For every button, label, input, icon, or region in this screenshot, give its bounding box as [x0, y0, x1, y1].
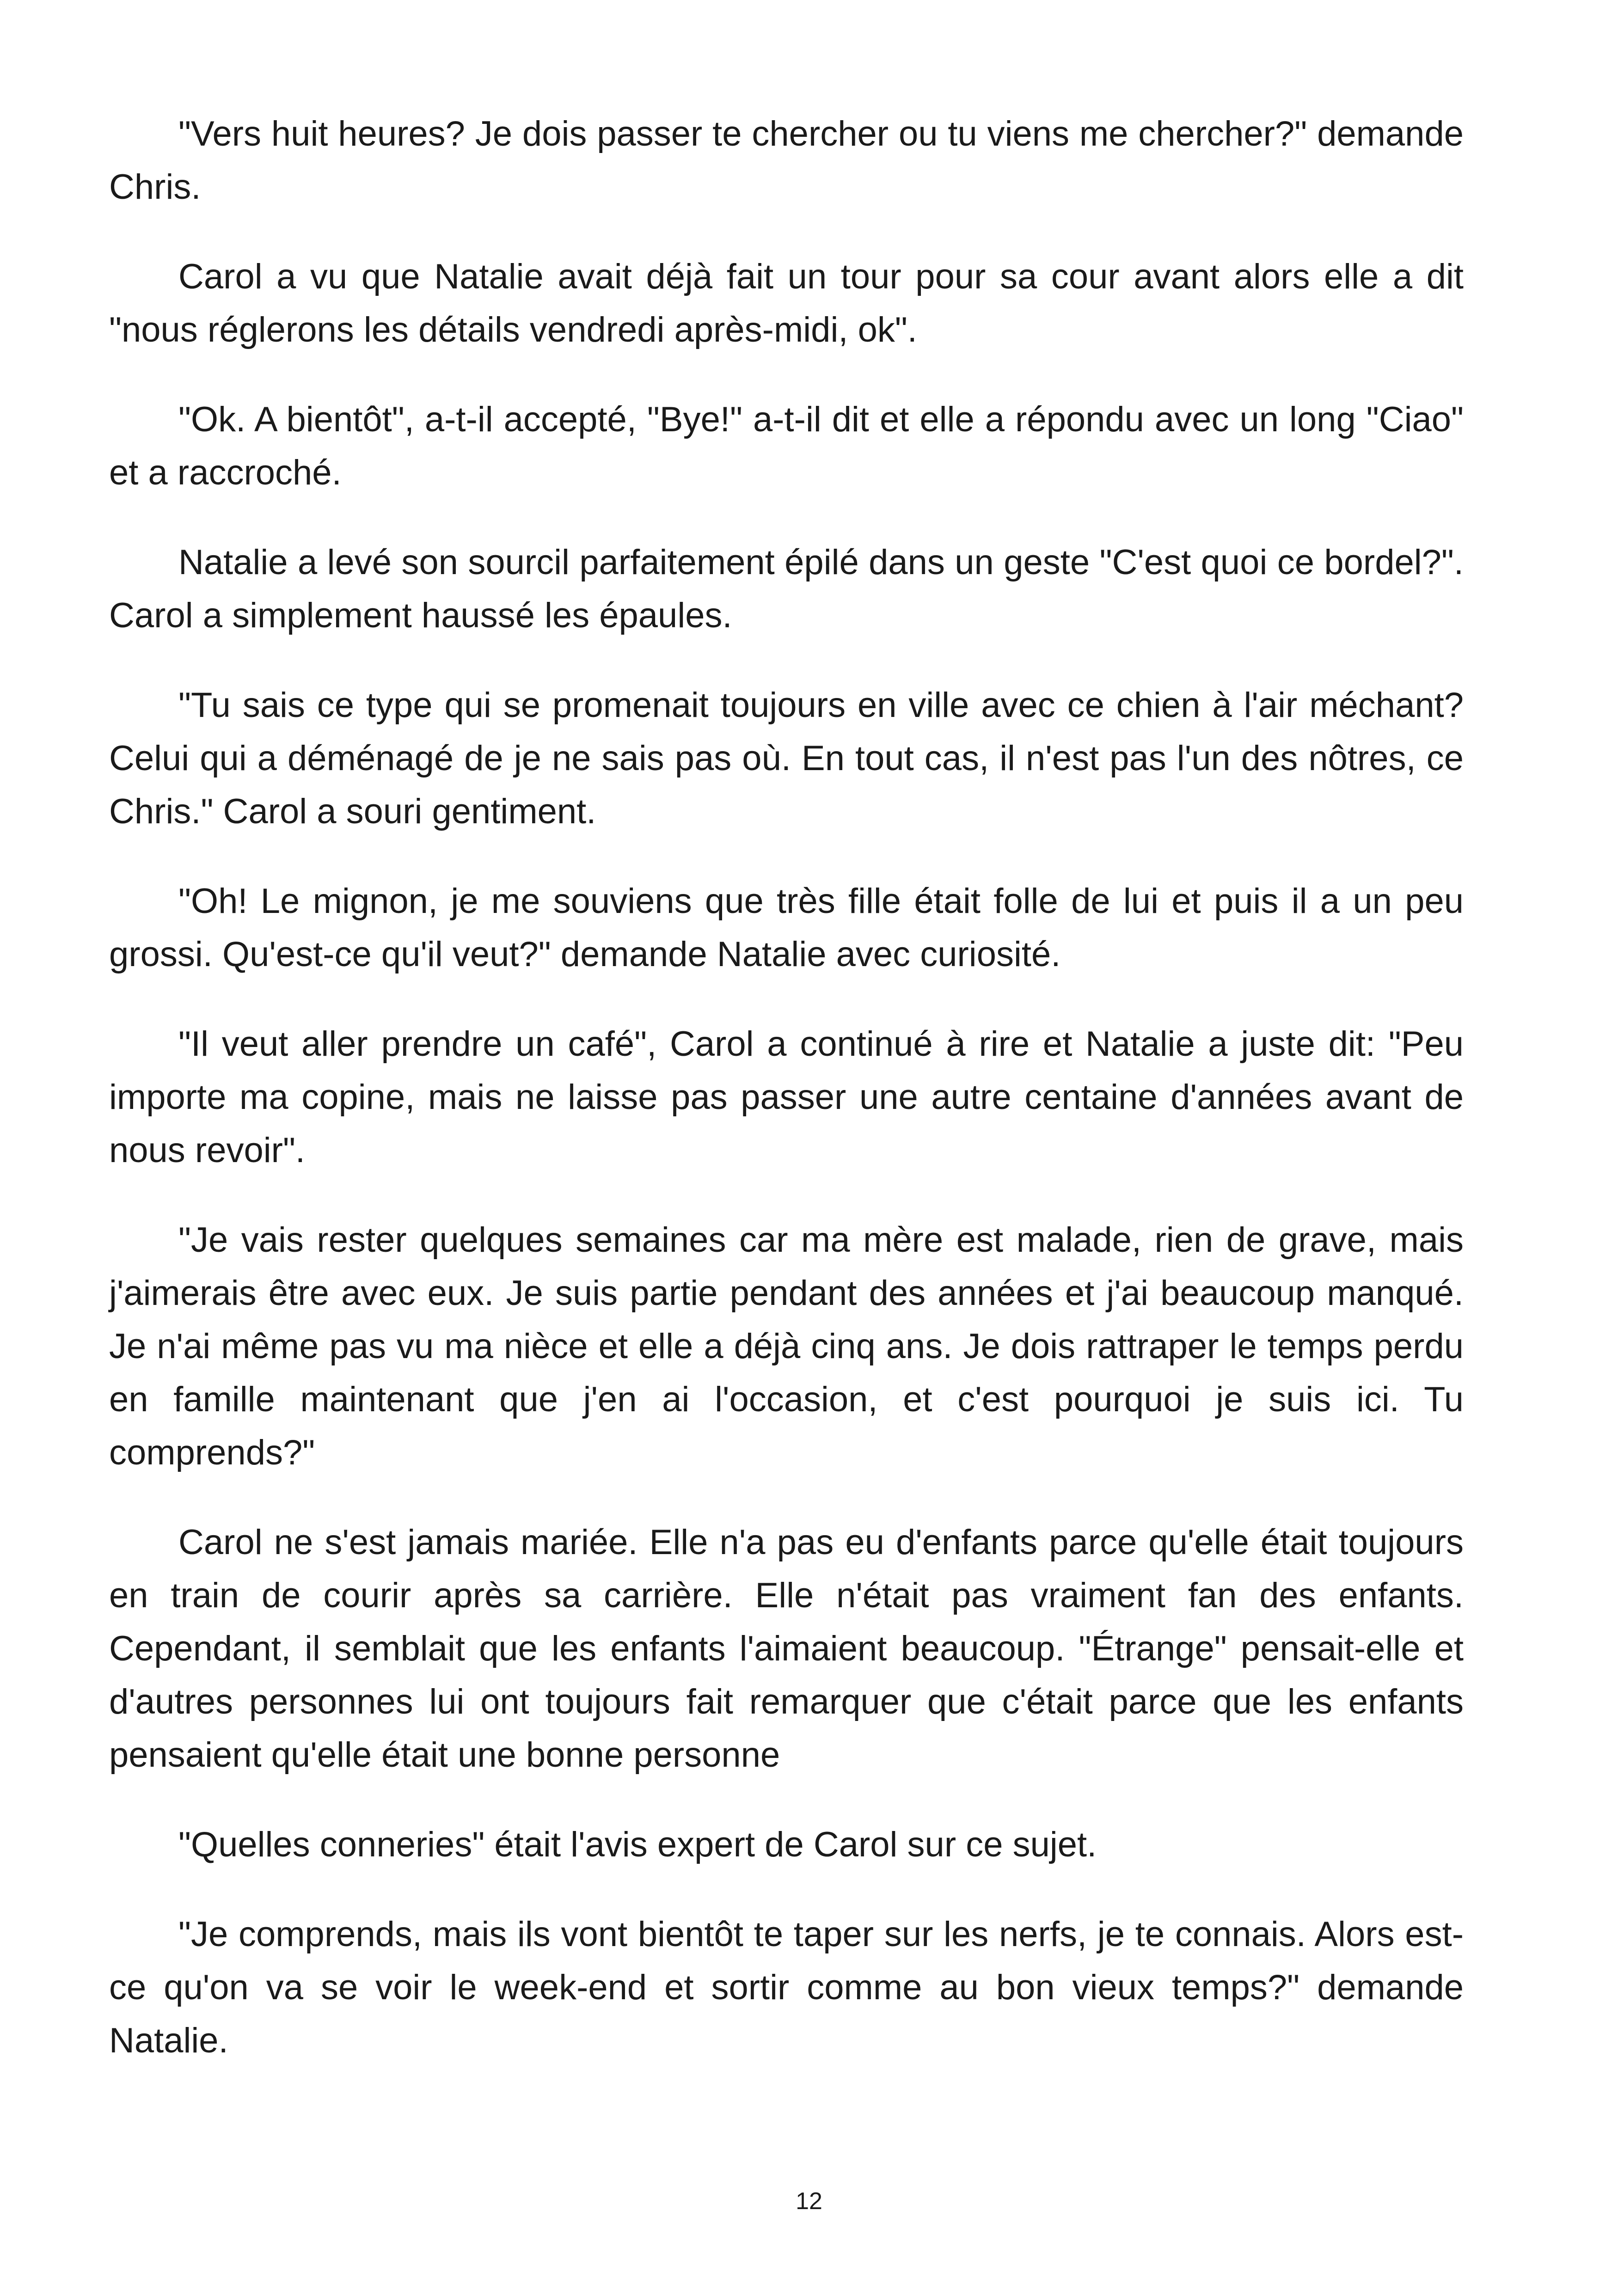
paragraph: "Ok. A bientôt", a-t-il accepté, "Bye!" a-t-il dit et elle a répondu avec un long "Ciao" et a raccroché. — [109, 400, 1464, 492]
paragraph: "Oh! Le mignon, je me souviens que très fille était folle de lui et puis il a un peu grossi. Qu'est-ce qu'il veut?" demande Natalie avec curiosité. — [109, 882, 1464, 974]
page-number: 12 — [796, 2188, 822, 2215]
paragraph: Natalie a levé son sourcil parfaitement épilé dans un geste "C'est quoi ce bordel?". Carol a simplement haussé les épaules. — [109, 543, 1464, 635]
paragraph: Carol a vu que Natalie avait déjà fait un tour pour sa cour avant alors elle a dit "nous réglerons les détails vendredi après-midi, ok". — [109, 257, 1464, 349]
paragraph: Carol ne s'est jamais mariée. Elle n'a pas eu d'enfants parce qu'elle était toujours en train de courir après sa carrière. Elle n'était pas vraiment fan des enfants. Cependant, il semblait que les enfants l'aimaient beaucoup. "Étrange" pensait-elle et d'autres personnes lui ont toujours fait remarquer que c'était parce que les enfants pensaient qu'elle était une bonne personne — [109, 1523, 1464, 1775]
paragraph: "Vers huit heures? Je dois passer te chercher ou tu viens me chercher?" demande Chris. — [109, 114, 1464, 207]
paragraph: "Je comprends, mais ils vont bientôt te taper sur les nerfs, je te connais. Alors est-ce qu'on va se voir le week-end et sortir comme au bon vieux temps?" demande Natalie. — [109, 1915, 1464, 2060]
body-text — [109, 107, 1464, 2104]
paragraph: "Il veut aller prendre un café", Carol a continué à rire et Natalie a juste dit: "Peu importe ma copine, mais ne laisse pas passer une autre centaine d'années avant de nous revoir". — [109, 1024, 1464, 1170]
paragraph: "Tu sais ce type qui se promenait toujours en ville avec ce chien à l'air méchant? Celui qui a déménagé de je ne sais pas où. En tout cas, il n'est pas l'un des nôtres, ce Chris." Carol a souri gentiment. — [109, 686, 1464, 831]
paragraph: "Quelles conneries" était l'avis expert de Carol sur ce sujet. — [178, 1825, 1097, 1864]
paragraph: "Je vais rester quelques semaines car ma mère est malade, rien de grave, mais j'aimerais être avec eux. Je suis partie pendant des années et j'ai beaucoup manqué. Je n'ai même pas vu ma nièce et elle a déjà cinq ans. Je dois rattraper le temps perdu en famille maintenant que j'en ai l'occasion, et c'est pourquoi je suis ici. Tu comprends?" — [109, 1220, 1464, 1472]
